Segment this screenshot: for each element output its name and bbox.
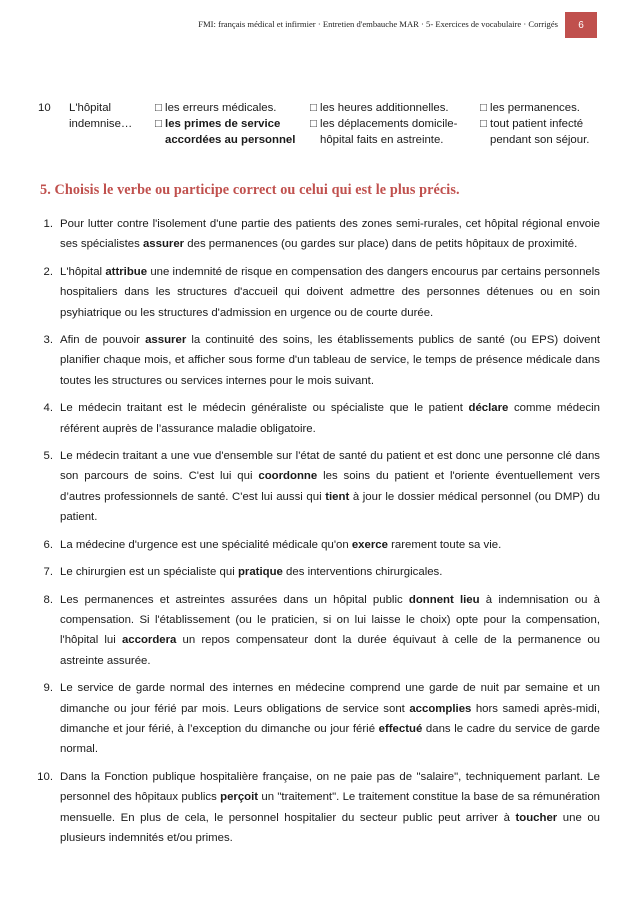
item-text-part: dans le cadre du service de garde normal. [60,722,601,756]
option-primes-de-service-cont: accordées au personnel [165,134,296,146]
answer-word: tient [325,490,350,503]
item-text-part: Afin de pouvoir [60,334,146,347]
option-column-3 [480,100,610,148]
item-text-part: Le médecin traitant est le médecin généraliste ou spécialiste que le patient [60,402,469,415]
exercise-item [30,262,600,323]
option-column-2 [310,100,475,148]
option-patient-infecte-cont: pendant son séjour. [490,134,590,146]
option-erreurs-medicales[interactable]: □ les erreurs médicales. [155,102,277,114]
item-number: 9. [43,682,53,695]
answer-word: assurer [142,238,185,251]
exercise-item [30,767,600,849]
item-text [60,330,600,391]
page-number-badge: 6 [565,12,597,38]
option-heures-additionnelles[interactable]: □ les heures additionnelles. [310,102,449,114]
exercise-item [30,214,600,255]
item-number: 6. [43,538,53,551]
option-column-1 [155,100,305,148]
exercise-item [30,678,600,760]
item-text-part: Dans la Fonction publique hospitalière française, on ne paie pas de "salaire", techniquement parlant. Le personnel des hôpitaux publics [60,770,600,804]
item-text-part: Le médecin traitant a une vue d'ensemble sur l'état de santé du patient et est donc une personne clé dans son parcours de soins. C'est lui qui [60,450,600,483]
item-text-part: rarement toute sa vie. [387,538,502,551]
item-text-part: à jour le dossier médical personnel (ou DMP) du patient. [60,490,600,524]
page-header [0,12,638,38]
item-text-part: La médecine d'urgence est une spécialité médicale qu'on [60,538,352,551]
item-text [60,262,600,323]
item-number: 2. [43,265,53,278]
item-text [60,446,600,528]
answer-word: déclare [468,402,509,415]
option-primes-de-service[interactable]: □ les primes de service [155,118,281,130]
question-stem [69,100,145,132]
item-text-part: une ou plusieurs indemnités et/ou primes. [60,811,600,844]
item-text-part: des permanences (ou gardes sur place) dans de petits hôpitaux de proximité. [184,238,578,251]
answer-word: effectué [378,722,423,735]
item-text-part: la continuité des soins, les établissements publics de santé (ou EPS) doivent planifier chaque mois, et afficher sous forme d'un tableau de service, le temps de présence médicale dans toutes les structures ou services internes pour le mois suivant. [60,334,601,387]
stem-line: L'hôpital [69,102,112,114]
option-permanences[interactable]: □ les permanences. [480,102,580,114]
exercise-item [30,535,600,555]
stem-line: indemnise… [69,118,133,130]
item-text-part: comme médecin référent auprès de l’assurance maladie obligatoire. [60,402,600,435]
answer-word: pratique [237,566,283,579]
option-deplacements[interactable]: □ les déplacements domicile- [310,118,458,130]
exercise-list [30,214,600,855]
item-text-part: un "traitement". Le traitement constitue la base de sa rémunération mensuelle. En plus de cela, le personnel hospitalier du secteur public peut arriver à [60,791,600,824]
item-number: 7. [43,566,53,579]
exercise-item [30,446,600,528]
answer-word: perçoit [220,791,259,804]
section-title: 5. Choisis le verbe ou participe correct ou celui qui est le plus précis. [40,182,460,198]
item-text-part: Pour lutter contre l'isolement d'une partie des patients des zones semi-rurales, cet hôpital régional envoie ses spécialistes [60,218,600,251]
item-text-part: hors samedi après-midi, dimanche et jour férié, à l’exception du dimanche ou jour férié [60,702,600,735]
item-text-part: L'hôpital [60,265,106,278]
item-text [60,562,600,582]
item-text-part: Le chirurgien est un spécialiste qui [60,566,238,579]
item-number: 10. [37,770,53,783]
exercise-item [30,398,600,439]
answer-word: accordera [121,634,177,647]
answer-word: assurer [145,334,187,347]
item-text-part: les soins du patient et l'oriente éventuellement vers d’autres professionnels de santé. C'est lui aussi qui [60,470,600,503]
item-number: 5. [43,450,53,463]
item-text-part: Les permanences et astreintes assurées dans un hôpital public [60,593,409,606]
answer-word: attribue [105,265,148,278]
item-text-part: des interventions chirurgicales. [282,566,443,579]
item-text-part: un repos compensateur dont la durée équivaut à celle de la permanence ou astreinte assurée. [60,634,600,667]
answer-word: donnent lieu [408,593,480,606]
option-patient-infecte[interactable]: □ tout patient infecté [480,118,584,130]
question-number: 10 [38,102,51,114]
item-number: 8. [43,593,53,606]
item-text [60,590,600,672]
option-deplacements-cont: hôpital faits en astreinte. [320,134,444,146]
item-number: 3. [43,334,53,347]
item-number: 4. [43,402,53,415]
item-text [60,535,600,555]
answer-word: coordonne [258,470,318,483]
item-text [60,398,600,439]
item-text [60,767,600,849]
item-text-part: Le service de garde normal des internes en médecine comprend une garde de nuit par semaine et un dimanche ou jour férié par mois. Leurs obligations de service sont [60,682,600,715]
item-text-part: à indemnisation ou à compensation. Si l'établissement (ou le praticien, si on lui laisse le choix) opte pour la compensation, l'hôpital lui [60,593,600,647]
item-number: 1. [43,218,53,230]
answer-word: exerce [351,538,388,551]
item-text-part: une indemnité de risque en compensation des dangers encourus par certains personnels hospitaliers dans les structures d'accueil qui doivent admettre des personnes détenues ou en soin psyhiatrique ou les structures d'admission en urgence ou de courte durée. [60,265,600,319]
exercise-item [30,330,600,391]
item-text [60,678,600,760]
exercise-item [30,590,600,672]
answer-word: accomplies [409,702,472,715]
exercise-item [30,562,600,582]
header-title: FMI: français médical et infirmier · Entretien d'embauche MAR · 5- Exercices de vocabulaire · Corrigés [198,19,558,29]
answer-word: toucher [515,811,558,824]
item-text [60,214,600,255]
